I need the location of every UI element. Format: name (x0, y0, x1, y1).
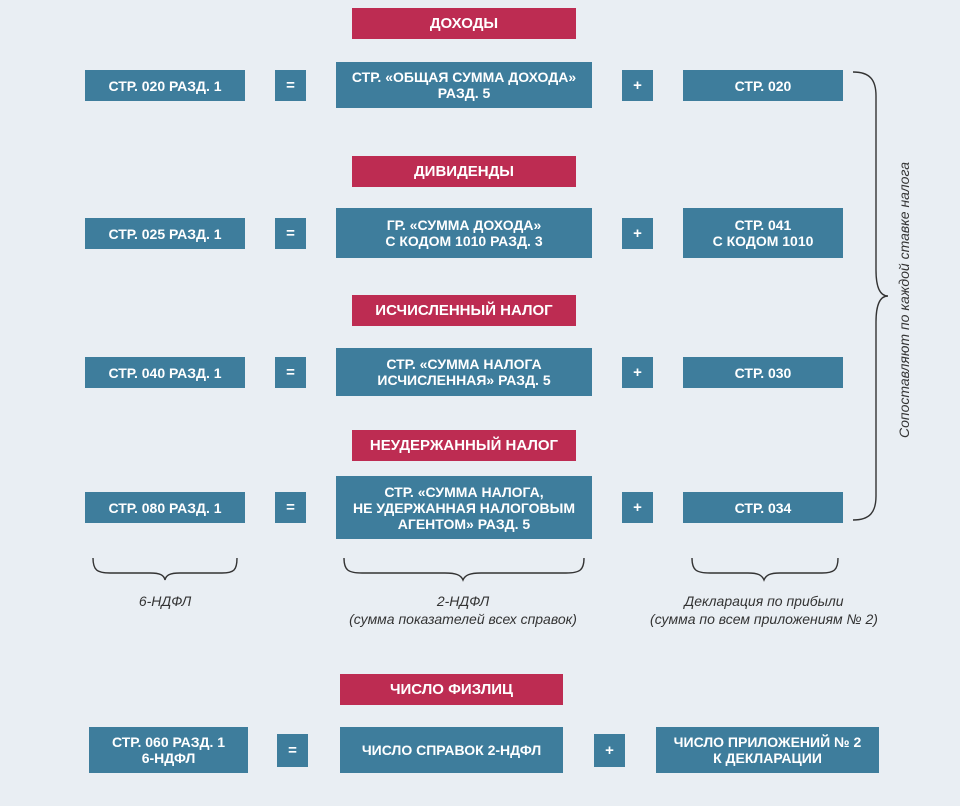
formula-left-income: СТР. 020 РАЗД. 1 (85, 70, 245, 101)
plus-sign: + (622, 357, 653, 388)
equals-sign: = (275, 218, 306, 249)
section-title-individuals-count: ЧИСЛО ФИЗЛИЦ (340, 674, 563, 705)
equals-sign: = (275, 492, 306, 523)
equals-sign: = (275, 70, 306, 101)
formula-left-dividends: СТР. 025 РАЗД. 1 (85, 218, 245, 249)
bottom-brace-left (93, 558, 237, 580)
section-title-unwithheld-tax: НЕУДЕРЖАННЫЙ НАЛОГ (352, 430, 576, 461)
formula-middle-line: СТР. «ОБЩАЯ СУММА ДОХОДА» (351, 69, 577, 85)
group-label-line: 6-НДФЛ (138, 593, 192, 609)
formula-middle-line: СТР. «СУММА НАЛОГА (386, 356, 542, 372)
plus-sign: + (622, 218, 653, 249)
group-label-line: (сумма показателей всех справок) (349, 611, 577, 627)
formula-middle-line: ИСЧИСЛЕННАЯ» РАЗД. 5 (377, 372, 551, 388)
formula-left-individuals (89, 727, 248, 773)
group-label-line: (сумма по всем приложениям № 2) (650, 611, 878, 627)
formula-right-line: ЧИСЛО ПРИЛОЖЕНИЙ № 2 (673, 734, 862, 750)
formula-left-unwithheld-tax: СТР. 080 РАЗД. 1 (85, 492, 245, 523)
right-curly-brace (853, 72, 888, 520)
plus-sign: + (622, 70, 653, 101)
plus-sign: + (622, 492, 653, 523)
formula-middle-line: НЕ УДЕРЖАННАЯ НАЛОГОВЫМ (352, 499, 576, 516)
formula-middle-line: ЧИСЛО СПРАВОК 2-НДФЛ (361, 742, 542, 758)
formula-middle-line: РАЗД. 5 (437, 85, 491, 101)
formula-left-line: СТР. 060 РАЗД. 1 (111, 734, 226, 750)
section-title-calculated-tax: ИСЧИСЛЕННЫЙ НАЛОГ (352, 295, 576, 326)
formula-left-line: 6-НДФЛ (141, 750, 196, 766)
formula-right-line: СТР. 034 (734, 499, 792, 516)
group-label-declaration (626, 592, 902, 628)
equals-sign: = (275, 357, 306, 388)
group-label-line: 2-НДФЛ (436, 593, 490, 609)
formula-middle-line: АГЕНТОМ» РАЗД. 5 (397, 515, 531, 532)
formula-right-individuals (656, 727, 879, 773)
plus-sign: + (594, 734, 625, 767)
equals-sign: = (277, 734, 308, 767)
bottom-brace-middle (344, 558, 584, 580)
section-title-dividends: ДИВИДЕНДЫ (352, 156, 576, 187)
formula-right-line: СТР. 041 (734, 217, 792, 233)
formula-right-line: СТР. 030 (734, 364, 792, 381)
formula-middle-line: СТР. «СУММА НАЛОГА, (384, 483, 544, 500)
formula-right-line: СТР. 020 (734, 77, 792, 94)
bottom-brace-right (692, 558, 838, 580)
formula-right-line: К ДЕКЛАРАЦИИ (713, 750, 822, 766)
formula-middle-line: С КОДОМ 1010 РАЗД. 3 (385, 233, 543, 249)
side-label-text: Сопоставляют по каждой ставке налога (896, 161, 912, 439)
section-title-income: ДОХОДЫ (352, 8, 576, 39)
formula-left-calculated-tax: СТР. 040 РАЗД. 1 (85, 357, 245, 388)
group-label-2ndfl (300, 592, 626, 628)
group-label-6ndfl (85, 592, 245, 610)
formula-right-line: С КОДОМ 1010 (712, 233, 814, 249)
formula-middle-line: ГР. «СУММА ДОХОДА» (386, 217, 542, 233)
formula-middle-individuals (340, 727, 563, 773)
group-label-line: Декларация по прибыли (684, 593, 844, 609)
